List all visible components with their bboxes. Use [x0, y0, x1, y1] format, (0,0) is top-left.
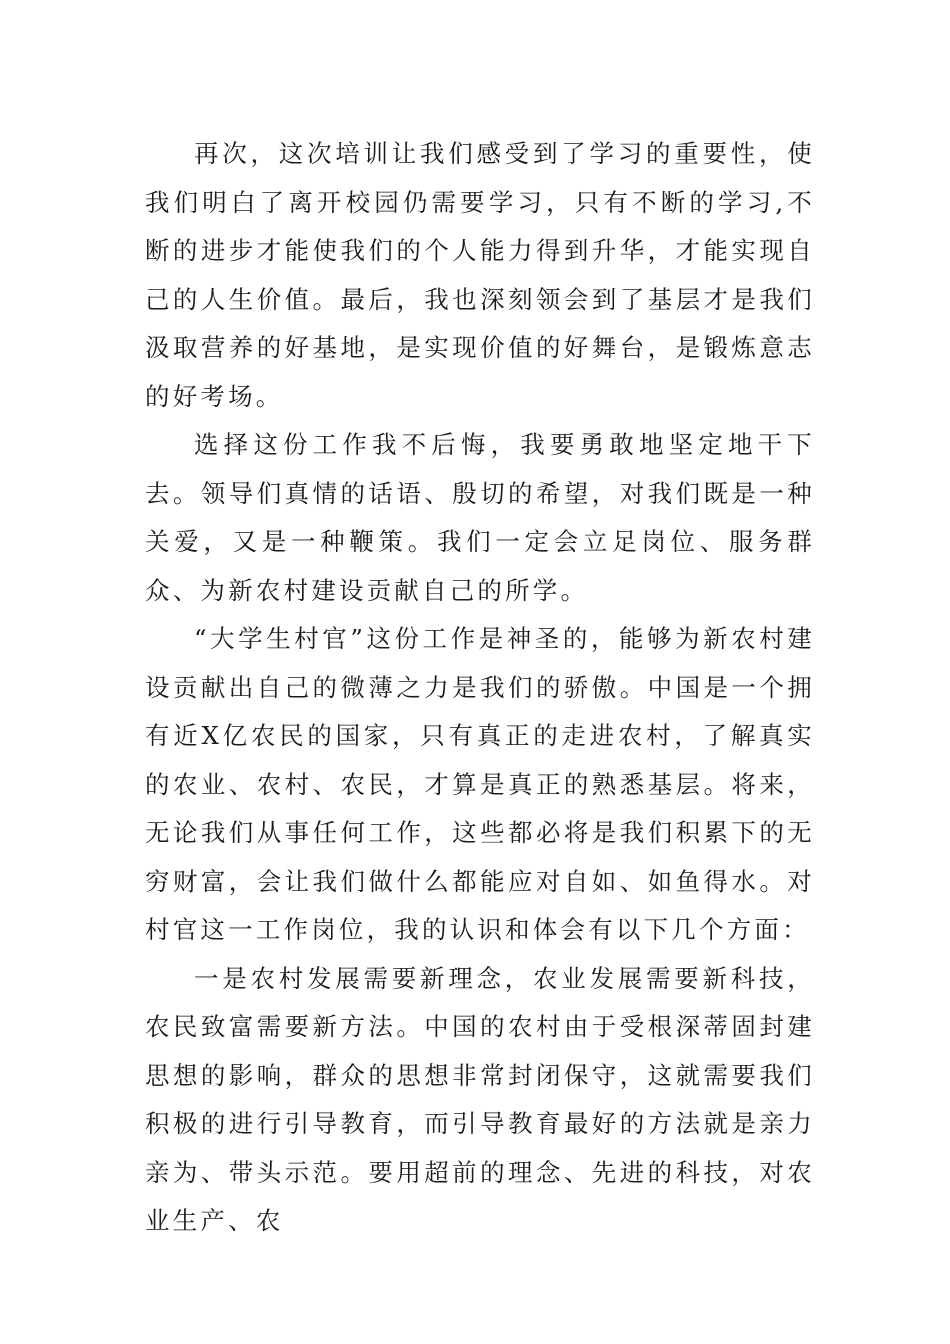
- paragraph-2: 选择这份工作我不后悔，我要勇敢地坚定地干下去。领导们真情的话语、殷切的希望，对我们既是一种关爱，又是一种鞭策。我们一定会立足岗位、服务群众、为新农村建设贡献自己的所学。: [145, 430, 815, 605]
- paragraph-4: 一是农村发展需要新理念，农业发展需要新科技，农民致富需要新方法。中国的农村由于受根深蒂固封建思想的影响，群众的思想非常封闭保守，这就需要我们积极的进行引导教育，而引导教育最好的方法就是亲力亲为、带头示范。要用超前的理念、先进的科技，对农业生产、农: [145, 963, 815, 1235]
- document-body: [145, 130, 815, 1246]
- paragraph-1: 再次，这次培训让我们感受到了学习的重要性，使我们明白了离开校园仍需要学习，只有不断的学习,不断的进步才能使我们的个人能力得到升华，才能实现自己的人生价值。最后，我也深刻领会到了基层才是我们汲取营养的好基地，是实现价值的好舞台，是锻炼意志的好考场。: [145, 139, 815, 411]
- paragraph-3: “大学生村官”这份工作是神圣的，能够为新农村建设贡献出自己的微薄之力是我们的骄傲。中国是一个拥有近X亿农民的国家，只有真正的走进农村，了解真实的农业、农村、农民，才算是真正的熟悉基层。将来，无论我们从事任何工作，这些都必将是我们积累下的无穷财富，会让我们做什么都能应对自如、如鱼得水。对村官这一工作岗位，我的认识和体会有以下几个方面：: [145, 624, 815, 944]
